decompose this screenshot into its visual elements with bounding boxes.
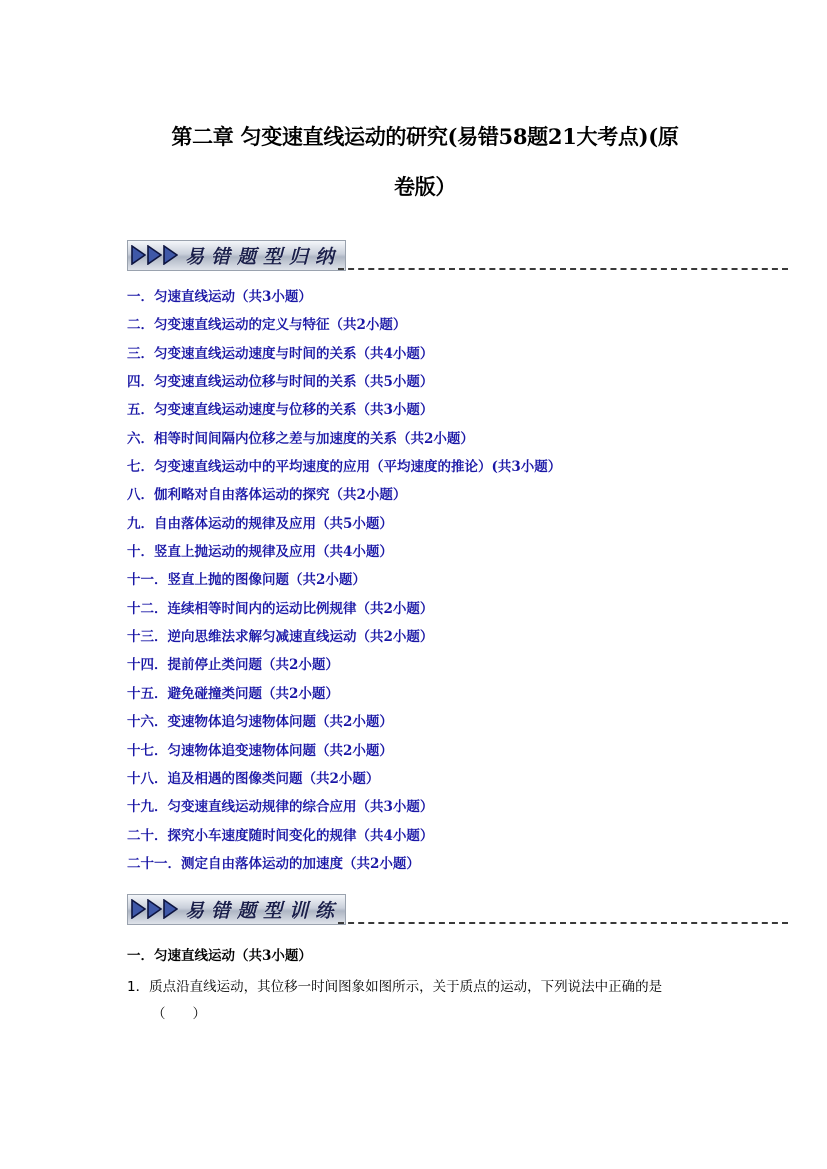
toc-item[interactable]: 十九．匀变速直线运动规律的综合应用（共3小题） [127, 799, 434, 816]
toc-item[interactable]: 十六．变速物体追匀速物体问题（共2小题） [127, 714, 393, 731]
section-heading: 一．匀速直线运动（共3小题） [127, 948, 312, 964]
triple-arrow-icon [131, 899, 179, 919]
toc-item[interactable]: 九．自由落体运动的规律及应用（共5小题） [127, 515, 393, 532]
toc-item[interactable]: 五．匀变速直线运动速度与位移的关系（共3小题） [127, 402, 434, 419]
table-of-contents [127, 286, 561, 881]
toc-item[interactable]: 一．匀速直线运动（共3小题） [127, 289, 312, 305]
toc-item[interactable]: 十三．逆向思维法求解匀减速直线运动（共2小题） [127, 629, 434, 646]
toc-item[interactable]: 六．相等时间间隔内位移之差与加速度的关系（共2小题） [127, 430, 474, 447]
toc-item[interactable]: 四．匀变速直线运动位移与时间的关系（共5小题） [127, 374, 434, 391]
training-banner-box [127, 894, 346, 925]
toc-item[interactable]: 十七．匀速物体追变速物体问题（共2小题） [127, 742, 393, 759]
toc-item[interactable]: 十二．连续相等时间内的运动比例规律（共2小题） [127, 600, 434, 617]
toc-item[interactable]: 七．匀变速直线运动中的平均速度的应用（平均速度的推论）(共3小题） [127, 459, 562, 476]
toc-item[interactable]: 十四．提前停止类问题（共2小题） [127, 657, 339, 674]
summary-banner-box [127, 240, 346, 271]
answer-blank[interactable]: （ ） [152, 1006, 206, 1022]
toc-item[interactable]: 十八．追及相遇的图像类问题（共2小题） [127, 770, 380, 787]
document-title-line-2: 卷版） [393, 174, 457, 199]
summary-banner [127, 238, 346, 272]
toc-item[interactable]: 十一．竖直上抛的图像问题（共2小题） [127, 572, 366, 589]
training-divider [338, 922, 788, 924]
toc-item[interactable]: 二十．探究小车速度随时间变化的规律（共4小题） [127, 827, 434, 844]
question-text: 1．质点沿直线运动，其位移一时间图象如图所示，关于质点的运动，下列说法中正确的是 [127, 979, 663, 995]
toc-item[interactable]: 三．匀变速直线运动速度与时间的关系（共4小题） [127, 345, 434, 362]
toc-item[interactable]: 十五．避免碰撞类问题（共2小题） [127, 685, 339, 702]
triple-arrow-icon [131, 245, 179, 265]
document-title [120, 112, 730, 212]
document-title-line-1: 第二章 匀变速直线运动的研究(易错58题21大考点)(原 [171, 124, 679, 149]
toc-item[interactable]: 二．匀变速直线运动的定义与特征（共2小题） [127, 317, 407, 334]
training-banner [127, 892, 346, 926]
toc-item[interactable]: 二十一．测定自由落体运动的加速度（共2小题） [127, 855, 420, 872]
toc-item[interactable]: 八．伽利略对自由落体运动的探究（共2小题） [127, 487, 407, 504]
summary-divider [338, 268, 788, 270]
summary-banner-label: 易错题型归纳 [185, 245, 342, 268]
toc-item[interactable]: 十．竖直上抛运动的规律及应用（共4小题） [127, 544, 393, 561]
training-banner-label: 易错题型训练 [185, 899, 342, 922]
